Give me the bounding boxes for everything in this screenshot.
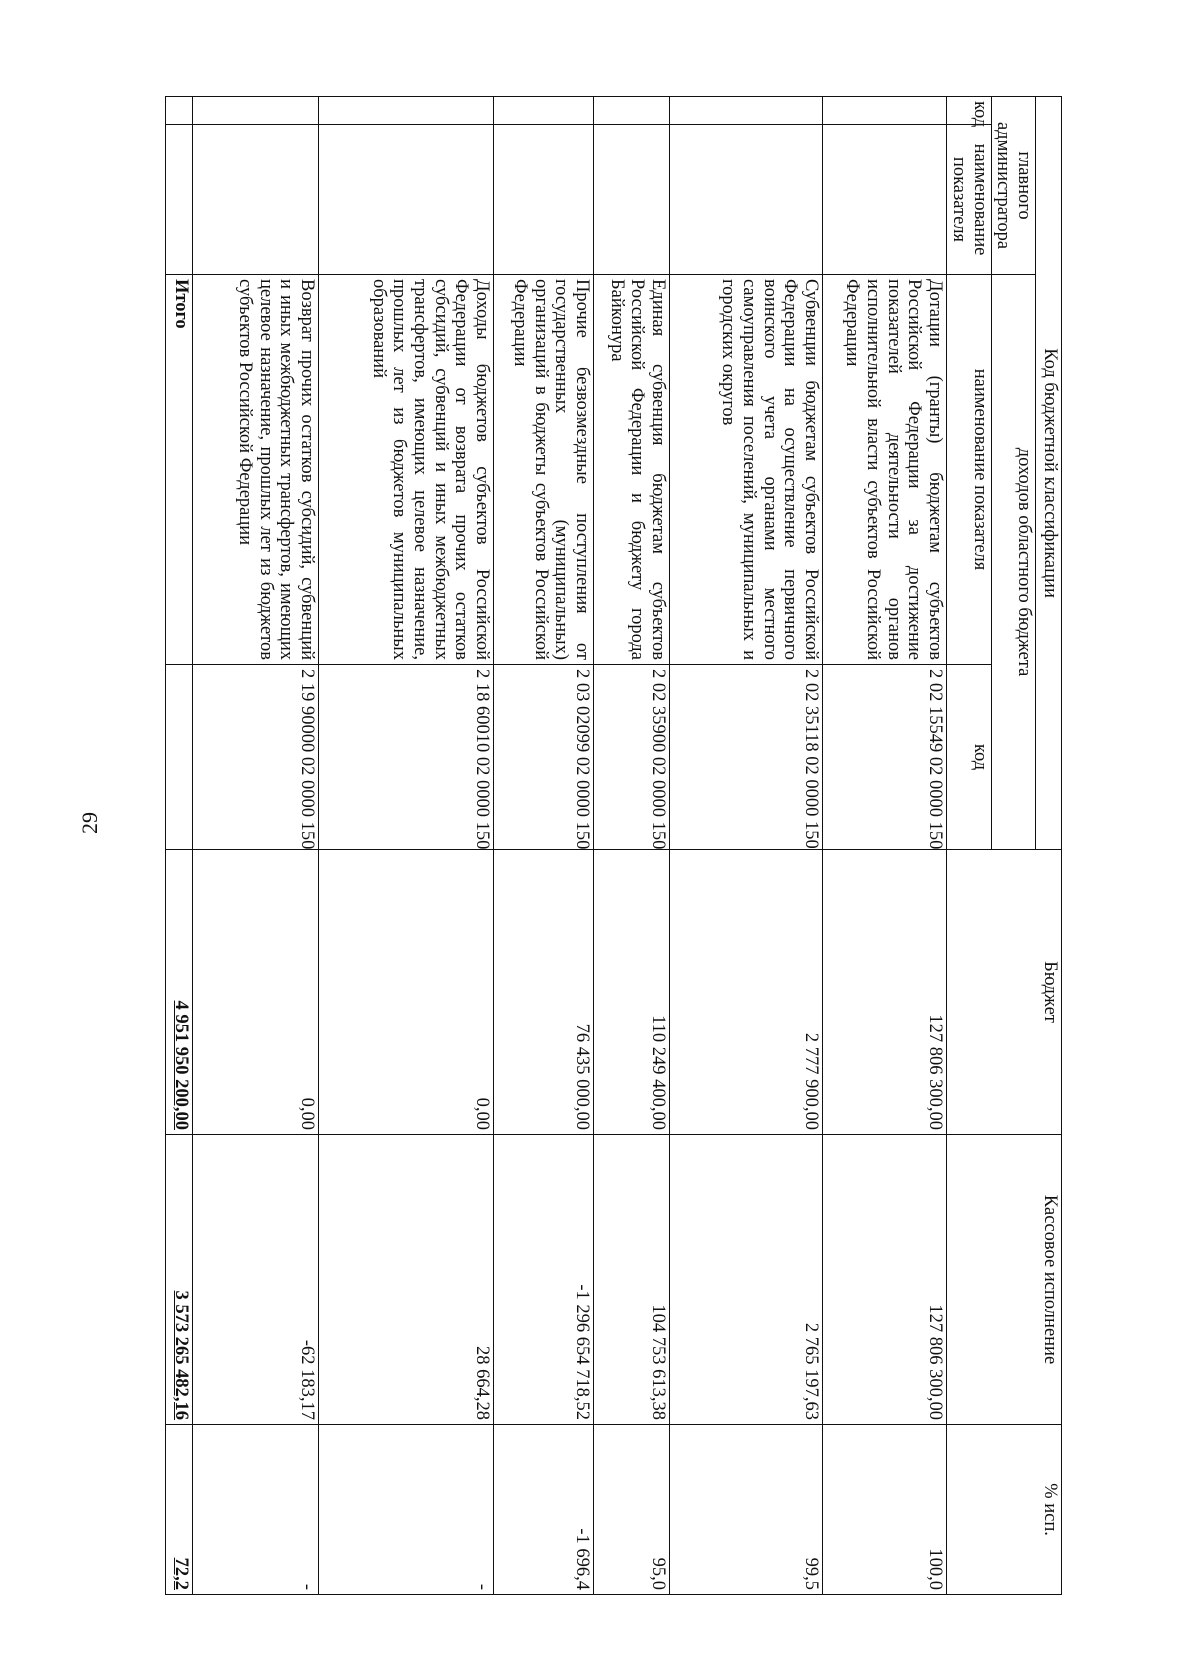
header-cash: Кассовое исполнение <box>947 1135 1062 1425</box>
table-row <box>494 97 594 1595</box>
percent-cell: - <box>319 1425 494 1595</box>
header-revenue-code: код <box>947 665 991 850</box>
table-row <box>670 97 823 1595</box>
cash-cell: 28 664,28 <box>319 1135 494 1425</box>
admin-code-cell <box>823 97 947 125</box>
revenue-code-cell: 2 02 35900 02 0000 150 <box>594 665 670 850</box>
admin-name-cell <box>494 125 594 275</box>
revenue-code-cell: 2 18 60010 02 0000 150 <box>319 665 494 850</box>
header-budget: Бюджет <box>947 850 1062 1135</box>
total-admin-name-cell <box>166 125 193 275</box>
header-admin-group: главного администратора <box>991 97 1035 275</box>
budget-cell: 0,00 <box>193 850 319 1135</box>
cash-cell: 127 806 300,00 <box>823 1135 947 1425</box>
admin-name-cell <box>670 125 823 275</box>
admin-code-cell <box>494 97 594 125</box>
percent-cell: 95,0 <box>594 1425 670 1595</box>
percent-cell: 99,5 <box>670 1425 823 1595</box>
cash-cell: 2 765 197,63 <box>670 1135 823 1425</box>
header-revenue-group: доходов областного бюджета <box>991 275 1035 850</box>
revenue-name-cell: Доходы бюджетов субъектов Российской Федерации от возврата прочих остатков субсидий, субвенций и иных межбюджетных трансфертов, имеющих целевое назначение, прошлых лет из бюджетов муниципальных образований <box>319 275 494 665</box>
header-classification: Код бюджетной классификации <box>1036 97 1062 850</box>
header-revenue-name: наименование показателя <box>947 275 991 665</box>
budget-cell: 127 806 300,00 <box>823 850 947 1135</box>
total-label: Итого <box>166 275 193 665</box>
admin-code-cell <box>193 97 319 125</box>
table-row <box>823 97 947 1595</box>
budget-cell: 2 777 900,00 <box>670 850 823 1135</box>
cash-cell: 104 753 613,38 <box>594 1135 670 1425</box>
admin-code-cell <box>670 97 823 125</box>
total-budget: 4 951 950 200,00 <box>166 850 193 1135</box>
revenue-name-cell: Субвенции бюджетам субъектов Российской Федерации на осуществление первичного воинского учета органами местного самоуправления поселений, муниципальных и городских округов <box>670 275 823 665</box>
admin-name-cell <box>319 125 494 275</box>
revenue-code-cell: 2 19 90000 02 0000 150 <box>193 665 319 850</box>
admin-name-cell <box>594 125 670 275</box>
revenue-name-cell: Возврат прочих остатков субсидий, субвенций и иных межбюджетных трансфертов, имеющих целевое назначение, прошлых лет из бюджетов субъектов Российской Федерации <box>193 275 319 665</box>
cash-cell: -1 296 654 718,52 <box>494 1135 594 1425</box>
table-row <box>193 97 319 1595</box>
header-percent: % исп. <box>947 1425 1062 1595</box>
revenue-code-cell: 2 02 15549 02 0000 150 <box>823 665 947 850</box>
header-admin-name: наименование показателя <box>947 125 991 275</box>
table-row <box>319 97 494 1595</box>
revenue-code-cell: 2 02 35118 02 0000 150 <box>670 665 823 850</box>
header-admin-code: код <box>947 97 991 125</box>
total-admin-code-cell <box>166 97 193 125</box>
admin-code-cell <box>594 97 670 125</box>
budget-cell: 0,00 <box>319 850 494 1135</box>
total-row <box>166 97 193 1595</box>
revenue-code-cell: 2 03 02099 02 0000 150 <box>494 665 594 850</box>
budget-cell: 110 249 400,00 <box>594 850 670 1135</box>
admin-name-cell <box>193 125 319 275</box>
revenue-name-cell: Прочие безвозмездные поступления от государственных (муниципальных) организаций в бюджеты субъектов Российской Федерации <box>494 275 594 665</box>
total-code-cell <box>166 665 193 850</box>
revenue-name-cell: Единая субвенция бюджетам субъектов Российской Федерации и бюджету города Байконура <box>594 275 670 665</box>
revenue-name-cell: Дотации (гранты) бюджетам субъектов Российской Федерации за достижение показателей деятельности органов исполнительной власти субъектов Российской Федерации <box>823 275 947 665</box>
total-cash: 3 573 265 482,16 <box>166 1135 193 1425</box>
cash-cell: -62 183,17 <box>193 1135 319 1425</box>
budget-cell: 76 435 000,00 <box>494 850 594 1135</box>
page-number: 29 <box>77 812 102 834</box>
percent-cell: 100,0 <box>823 1425 947 1595</box>
table-row <box>594 97 670 1595</box>
percent-cell: -1 696,4 <box>494 1425 594 1595</box>
budget-table <box>165 96 1062 1595</box>
admin-code-cell <box>319 97 494 125</box>
admin-name-cell <box>823 125 947 275</box>
total-percent: 72,2 <box>166 1425 193 1595</box>
percent-cell: - <box>193 1425 319 1595</box>
